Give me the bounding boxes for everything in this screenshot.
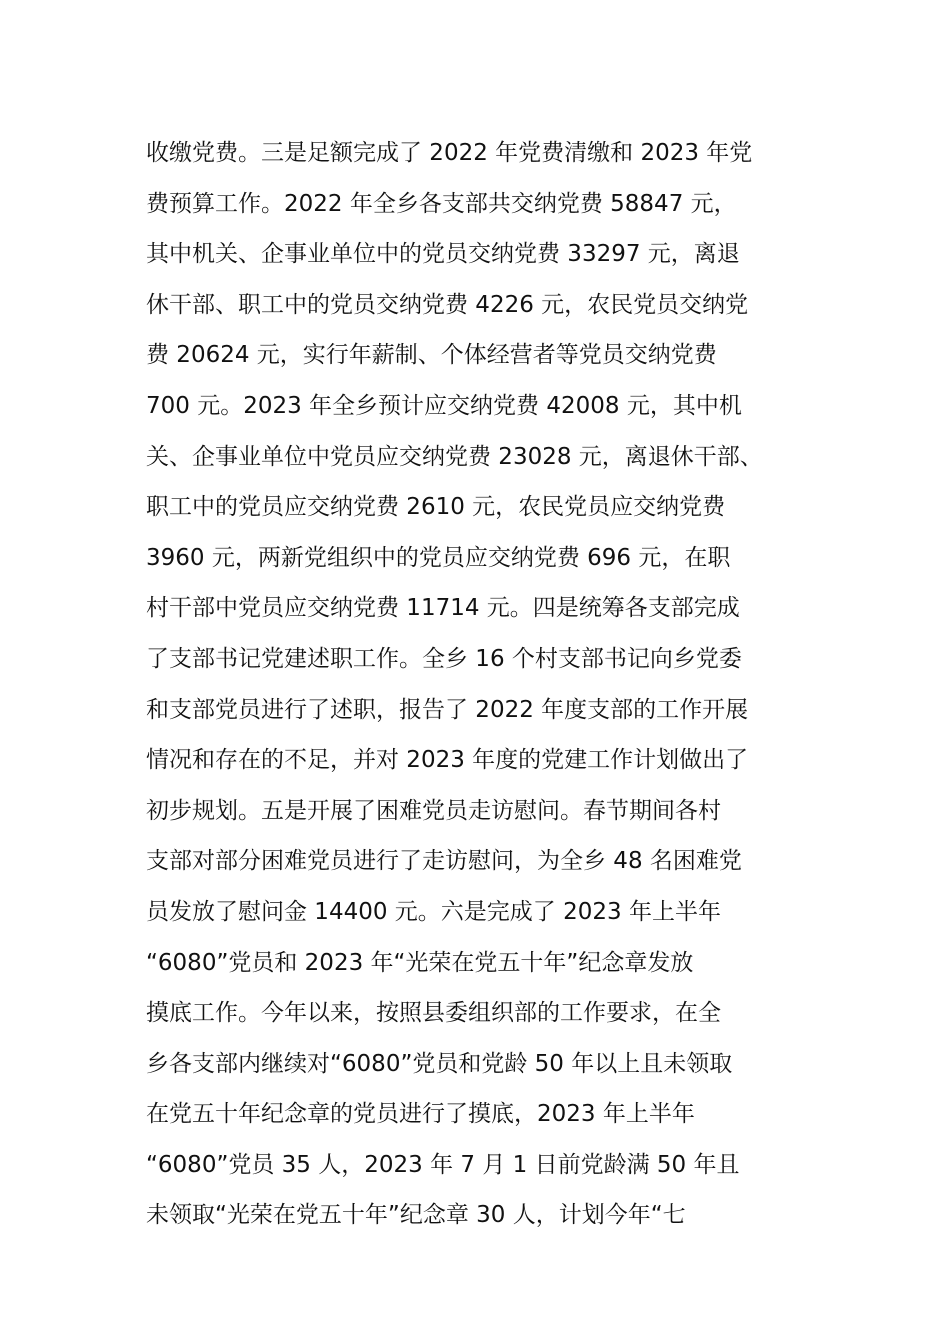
text-line: 3960 元，两新党组织中的党员应交纳党费 696 元，在职 — [146, 544, 731, 571]
text-line: 费预算工作。2022 年全乡各支部共交纳党费 58847 元， — [146, 190, 737, 217]
text-line: 在党五十年纪念章的党员进行了摸底，2023 年上半年 — [146, 1101, 695, 1128]
text-line: 700 元。2023 年全乡预计应交纳党费 42008 元，其中机 — [146, 392, 742, 419]
text-line: “6080”党员 35 人，2023 年 7 月 1 日前党龄满 50 年且 — [146, 1151, 740, 1178]
text-line: 村干部中党员应交纳党费 11714 元。四是统筹各支部完成 — [146, 595, 740, 622]
text-line: 其中机关、企事业单位中的党员交纳党费 33297 元，离退 — [146, 241, 740, 268]
text-line: 情况和存在的不足，并对 2023 年度的党建工作计划做出了 — [146, 747, 749, 774]
text-line: 和支部党员进行了述职，报告了 2022 年度支部的工作开展 — [146, 696, 749, 723]
text-line: 了支部书记党建述职工作。全乡 16 个村支部书记向乡党委 — [146, 645, 742, 672]
text-line: 收缴党费。三是足额完成了 2022 年党费清缴和 2023 年党 — [146, 140, 753, 166]
text-line: 费 20624 元，实行年薪制、个体经营者等党员交纳党费 — [146, 342, 717, 369]
body-paragraph — [146, 128, 836, 1241]
text-line: 关、企事业单位中党员应交纳党费 23028 元，离退休干部、 — [146, 443, 763, 470]
text-line: 摸底工作。今年以来，按照县委组织部的工作要求，在全 — [146, 1000, 721, 1027]
text-line: 职工中的党员应交纳党费 2610 元，农民党员应交纳党费 — [146, 494, 726, 521]
text-line: 支部对部分困难党员进行了走访慰问，为全乡 48 名困难党 — [146, 848, 742, 875]
text-line: 员发放了慰问金 14400 元。六是完成了 2023 年上半年 — [146, 898, 721, 925]
text-line: 未领取“光荣在党五十年”纪念章 30 人，计划今年“七 — [146, 1202, 686, 1229]
text-line: 乡各支部内继续对“6080”党员和党龄 50 年以上且未领取 — [146, 1050, 733, 1077]
text-line: “6080”党员和 2023 年“光荣在党五十年”纪念章发放 — [146, 949, 694, 976]
text-line: 初步规划。五是开展了困难党员走访慰问。春节期间各村 — [146, 797, 721, 824]
text-line: 休干部、职工中的党员交纳党费 4226 元，农民党员交纳党 — [146, 291, 749, 318]
